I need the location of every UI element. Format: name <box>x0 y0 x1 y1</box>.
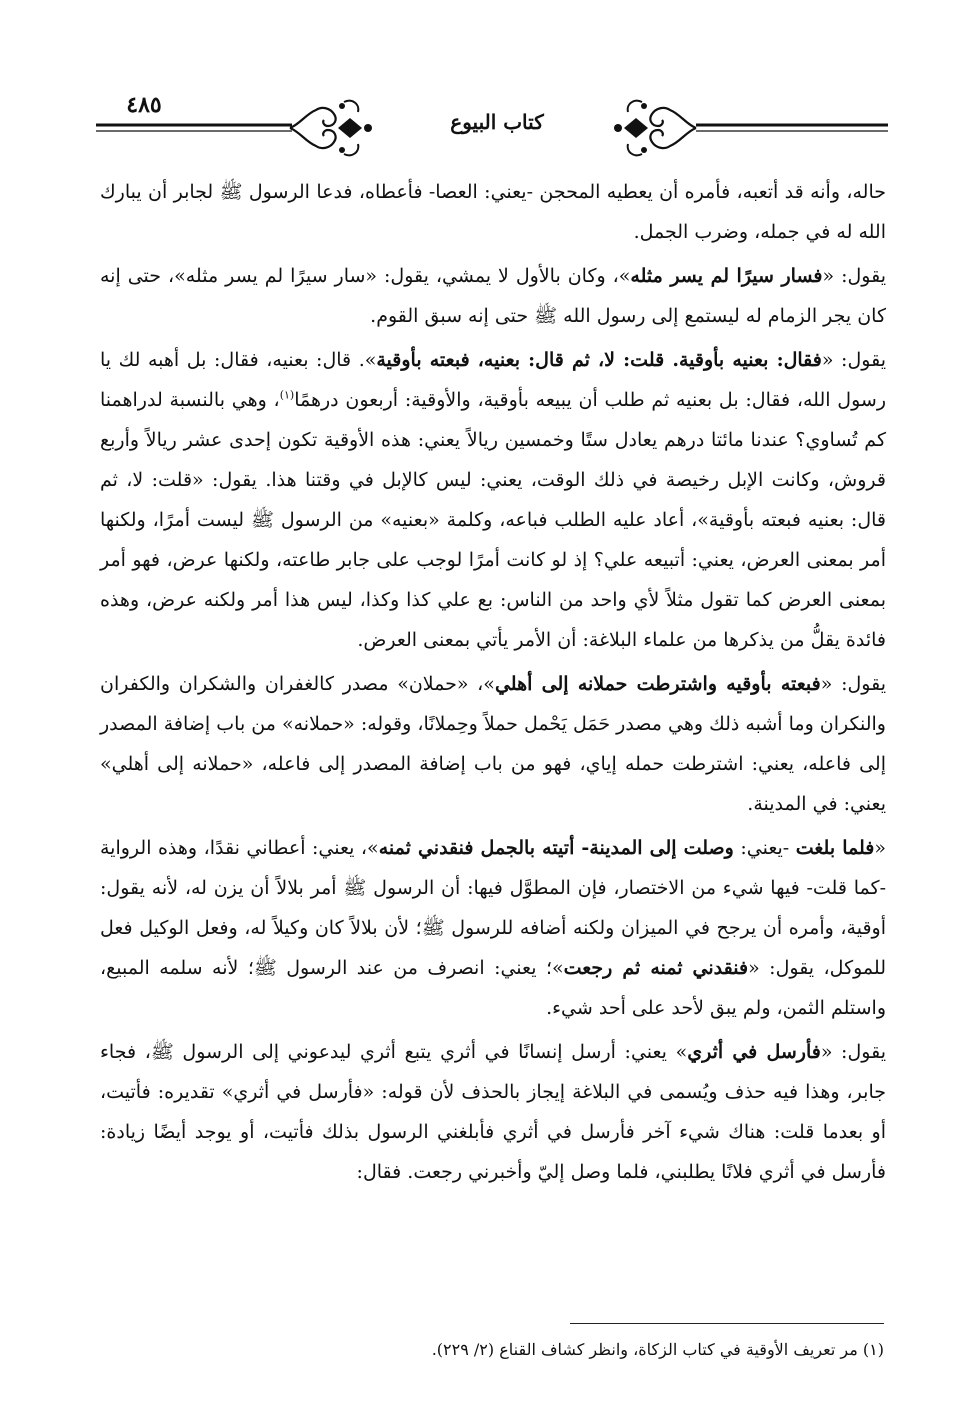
main-text <box>100 172 886 1196</box>
right-ornament-icon <box>614 101 696 156</box>
quoted-hadith-text: فقال: بعنيه بأوقية. قلت: لا، ثم قال: بعنيه، فبعته بأوقية <box>376 349 822 371</box>
page-header <box>96 92 888 162</box>
paragraph <box>100 340 886 660</box>
paragraph-text: »، يعني: أعطاني نقدًا، وهذه الرواية -كما قلت- فيها شيء من الاختصار، فإن المطوَّل فيها: أن الرسول ﷺ أمر بلالاً أن يزن له، لأنه يقول: أوقية، وأمره أن يرجح في الميزان ولكنه أضافه للرسول ﷺ؛ لأن بلالاً كان وكيلاً له، وفعل الوكيل فعل للموكل، يقول: « <box>100 837 886 979</box>
page-number: ٤٨٥ <box>126 92 162 118</box>
paragraph-text: -يعني: <box>733 837 796 859</box>
paragraph-text: يقول: « <box>820 673 886 695</box>
paragraph-text: يقول: « <box>822 265 887 287</box>
quoted-hadith-text: فأرسل في أثري <box>687 1041 821 1063</box>
quoted-hadith-text: فلما بلغت <box>795 837 875 859</box>
quoted-hadith-text: وصلت إلى المدينة- أتيته بالجمل فنقدني ثمنه <box>378 837 734 859</box>
paragraph-text: ، وهي بالنسبة لدراهمنا كم تُساوي؟ عندنا مائتا درهم يعادل ستًا وخمسين ريالاً يعني: هذه الأوقية تكون إحدى عشر ريالاً وأربع قروش، وكانت الإبل رخيصة في ذلك الوقت، يعني: ليس كالإبل في وقتنا هذا. يقول: «قلت: لا، ثم قال: بعنيه فبعته بأوقية»، أعاد عليه الطلب فباعه، وكلمة «بعنيه» من الرسول ﷺ ليست أمرًا، ولكنها أمر بمعنى العرض، يعني: أتبيعه علي؟ إذ لو كانت أمرًا لوجب على جابر طاعته، ولكنها عرض، فهو أمر بمعنى العرض كما تقول مثلاً لأي واحد من الناس: بع علي كذا وكذا، ليس هذا أمر ولكنه عرض، وهذه فائدة يقلُّ من يذكرها من علماء البلاغة: أن الأمر يأتي بمعنى العرض. <box>100 389 886 651</box>
paragraph-text: « <box>874 837 886 859</box>
quoted-hadith-text: فنقدني ثمنه ثم رجعت <box>563 957 749 979</box>
paragraph <box>100 1032 886 1192</box>
paragraph-text: » يعني: أرسل إنسانًا في أثري يتبع أثري ليدعوني إلى الرسول ﷺ، فجاء جابر، وهذا فيه حذف ويُسمى في البلاغة إيجاز بالحذف لأن قوله: «فأرسل في أثري» تقديره: فأتيت، أو بعدما قلت: هناك شيء آخر فأرسل في أثري فأبلغني الرسول بذلك فأتيت، أو يوجد أيضًا زيادة: فأرسل في أثري فلانًا يطلبني، فلما وصل إليّ وأخبرني رجعت. فقال: <box>100 1041 886 1183</box>
paragraph <box>100 256 886 336</box>
running-title: كتاب البيوع <box>450 110 544 134</box>
quoted-hadith-text: فبعته بأوقيه واشترطت حملانه إلى أهلي <box>494 673 821 695</box>
paragraph <box>100 828 886 1028</box>
paragraph-text: »، وكان بالأول لا يمشي، يقول: «سار سيرًا لم يسر مثله»، حتى إنه كان يجر الزمام له ليستمع إلى رسول الله ﷺ حتى إنه سبق القوم. <box>100 265 886 327</box>
paragraph-text: »، «حملان» مصدر كالغفران والشكران والكفران والنكران وما أشبه ذلك وهي مصدر حَمَل يَحْمل حملاً وحِملانًا، وقوله: «حملانه» من باب إضافة المصدر إلى فاعله، يعني: اشترطت حمله إياي، فهو من باب إضافة المصدر إلى فاعله، «حملانه إلى أهلي» يعني: في المدينة. <box>100 673 886 815</box>
paragraph-text: »؛ يعني: انصرف من عند الرسول ﷺ؛ لأنه سلمه المبيع، واستلم الثمن، ولم يبق لأحد على أحد شيء. <box>100 957 886 1019</box>
quoted-hadith-text: فسار سيرًا لم يسر مثله <box>630 265 823 287</box>
paragraph-text: ». قال: بعنيه، فقال: بل أهبه لك يا رسول الله، فقال: بل بعنيه ثم طلب أن يبيعه بأوقية، والأوقية: أربعون درهمًا <box>100 349 886 411</box>
paragraph <box>100 172 886 252</box>
paragraph <box>100 664 886 824</box>
footnote-marker: (١) <box>279 388 295 402</box>
footnote-divider <box>570 1323 884 1324</box>
paragraph-text: يقول: « <box>821 349 886 371</box>
paragraph-text: حاله، وأنه قد أتعبه، فأمره أن يعطيه المحجن -يعني: العصا- فأعطاه، فدعا الرسول ﷺ لجابر أن يبارك الله له في جمله، وضرب الجمل. <box>100 181 886 243</box>
left-ornament-icon <box>290 101 372 156</box>
paragraph-text: يقول: « <box>820 1041 886 1063</box>
footnote: (١) مر تعريف الأوقية في كتاب الزكاة، وانظر كشاف القناع (٢/ ٢٢٩). <box>431 1340 884 1359</box>
